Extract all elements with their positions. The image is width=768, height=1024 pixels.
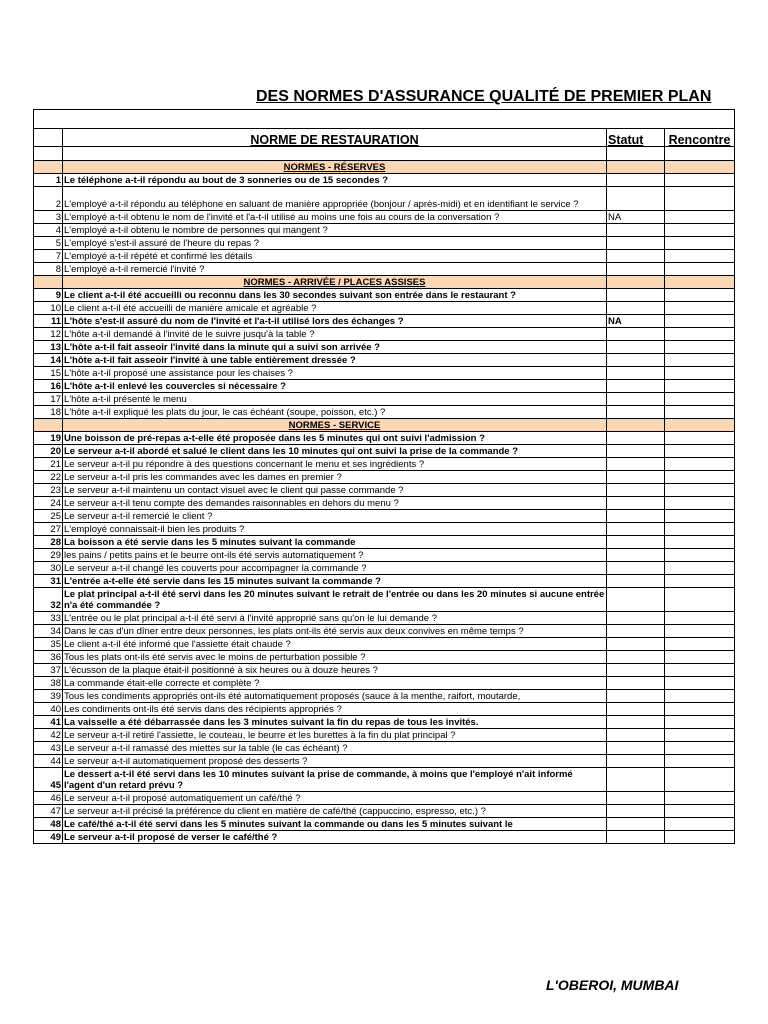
row-number: 19 [34,432,63,445]
table-row [34,393,735,406]
statut-cell[interactable] [607,484,665,497]
table-row [34,625,735,638]
statut-cell[interactable] [607,575,665,588]
section-header-row [34,161,735,174]
table-row [34,380,735,393]
statut-cell[interactable] [607,549,665,562]
row-number: 24 [34,497,63,510]
statut-cell[interactable] [607,341,665,354]
footer-location: L'OBEROI, MUMBAI [546,977,679,993]
statut-cell[interactable] [607,677,665,690]
row-number: 47 [34,805,63,818]
table-row [34,458,735,471]
table-row [34,211,735,224]
question-text: L'employé connaissait-il bien les produits ? [63,523,607,536]
row-number: 31 [34,575,63,588]
rencontre-cell[interactable] [665,354,735,367]
row-number: 23 [34,484,63,497]
statut-cell[interactable] [607,536,665,549]
statut-cell[interactable] [607,393,665,406]
row-number: 37 [34,664,63,677]
rencontre-cell[interactable] [665,612,735,625]
question-text: Le serveur a-t-il proposé de verser le café/thé ? [63,831,607,844]
statut-cell[interactable] [607,690,665,703]
table-row [34,432,735,445]
table-row [34,471,735,484]
table-row [34,575,735,588]
rencontre-cell[interactable] [665,497,735,510]
row-number: 7 [34,250,63,263]
rencontre-cell[interactable] [665,432,735,445]
row-number: 36 [34,651,63,664]
question-text: L'hôte a-t-il présenté le menu [63,393,607,406]
question-text: L'employé a-t-il obtenu le nom de l'invité et l'a-t-il utilisé au moins une fois au cours de la conversation ? [63,211,607,224]
table-row [34,523,735,536]
statut-cell[interactable] [607,174,665,187]
row-number: 32 [34,588,63,612]
statut-cell[interactable] [607,263,665,276]
header-rencontre: Rencontre [665,129,735,147]
statut-cell[interactable] [607,612,665,625]
table-row [34,664,735,677]
statut-cell[interactable] [607,588,665,612]
table-row [34,703,735,716]
table-row [34,484,735,497]
statut-cell[interactable] [607,224,665,237]
table-row [34,354,735,367]
row-number: 3 [34,211,63,224]
question-text: Le serveur a-t-il maintenu un contact visuel avec le client qui passe commande ? [63,484,607,497]
blank-spacer-row [34,147,735,161]
document-title: DES NORMES D'ASSURANCE QUALITÉ DE PREMIER PLAN [256,88,712,105]
statut-cell[interactable] [607,497,665,510]
question-text: L'employé a-t-il répondu au téléphone en saluant de manière appropriée (bonjour / après-midi) et en identifiant le service ? [63,187,607,211]
question-text: Le serveur a-t-il proposé automatiquement un café/thé ? [63,792,607,805]
table-row [34,406,735,419]
row-number: 20 [34,445,63,458]
row-number: 44 [34,755,63,768]
rencontre-cell[interactable] [665,445,735,458]
statut-cell[interactable] [607,651,665,664]
table-row [34,445,735,458]
question-text: Le serveur a-t-il ramassé des miettes sur la table (le cas échéant) ? [63,742,607,755]
statut-cell[interactable] [607,250,665,263]
statut-cell[interactable] [607,664,665,677]
question-text: L'employé a-t-il remercié l'invité ? [63,263,607,276]
table-row [34,549,735,562]
row-number: 5 [34,237,63,250]
rencontre-cell[interactable] [665,651,735,664]
question-text: La boisson a été servie dans les 5 minutes suivant la commande [63,536,607,549]
rencontre-cell[interactable] [665,406,735,419]
table-row [34,755,735,768]
rencontre-cell[interactable] [665,211,735,224]
question-text: Le serveur a-t-il pu répondre à des questions concernant le menu et ses ingrédients ? [63,458,607,471]
question-text: L'entrée a-t-elle été servie dans les 15 minutes suivant la commande ? [63,575,607,588]
rencontre-cell[interactable] [665,703,735,716]
row-number: 45 [34,768,63,792]
rencontre-cell[interactable] [665,625,735,638]
rencontre-cell[interactable] [665,458,735,471]
table-row [34,831,735,844]
row-number: 14 [34,354,63,367]
rencontre-cell[interactable] [665,224,735,237]
table-row [34,690,735,703]
row-number: 1 [34,174,63,187]
table-row [34,805,735,818]
row-number: 25 [34,510,63,523]
statut-cell[interactable] [607,445,665,458]
question-text: Le téléphone a-t-il répondu au bout de 3 sonneries ou de 15 secondes ? [63,174,607,187]
statut-cell[interactable] [607,562,665,575]
section-title: NORMES - ARRIVÉE / PLACES ASSISES [63,276,607,289]
header-norme: NORME DE RESTAURATION [63,129,607,147]
rencontre-cell[interactable] [665,510,735,523]
table-row [34,224,735,237]
question-text: Le client a-t-il été accueilli de manière amicale et agréable ? [63,302,607,315]
table-row [34,187,735,211]
table-row [34,250,735,263]
section-header-row [34,419,735,432]
statut-cell[interactable] [607,703,665,716]
statut-cell[interactable] [607,729,665,742]
statut-cell[interactable] [607,742,665,755]
row-number: 40 [34,703,63,716]
statut-cell[interactable] [607,406,665,419]
rencontre-cell[interactable] [665,818,735,831]
standards-table [33,109,735,844]
rencontre-cell[interactable] [665,677,735,690]
rencontre-cell[interactable] [665,562,735,575]
row-number: 11 [34,315,63,328]
question-text: Une boisson de pré-repas a-t-elle été proposée dans les 5 minutes qui ont suivi l'admission ? [63,432,607,445]
row-number: 41 [34,716,63,729]
rencontre-cell[interactable] [665,315,735,328]
table-row [34,651,735,664]
rencontre-cell[interactable] [665,367,735,380]
question-text: L'hôte a-t-il fait asseoir l'invité à une table entièrement dressée ? [63,354,607,367]
question-text: L'hôte a-t-il demandé à l'invité de le suivre jusqu'à la table ? [63,328,607,341]
statut-cell[interactable] [607,289,665,302]
question-text: L'écusson de la plaque était-il positionné à six heures ou à douze heures ? [63,664,607,677]
question-text: L'employé a-t-il répété et confirmé les détails [63,250,607,263]
blank-top-row [34,110,735,129]
statut-cell[interactable] [607,523,665,536]
rencontre-cell[interactable] [665,831,735,844]
rencontre-cell[interactable] [665,263,735,276]
statut-cell[interactable] [607,302,665,315]
row-number: 9 [34,289,63,302]
statut-cell[interactable] [607,237,665,250]
question-text: L'hôte a-t-il expliqué les plats du jour, le cas échéant (soupe, poisson, etc.) ? [63,406,607,419]
row-number: 16 [34,380,63,393]
row-number: 22 [34,471,63,484]
statut-cell[interactable] [607,367,665,380]
statut-cell[interactable] [607,805,665,818]
statut-cell[interactable] [607,716,665,729]
rencontre-cell[interactable] [665,805,735,818]
rencontre-cell[interactable] [665,588,735,612]
row-number: 27 [34,523,63,536]
rencontre-cell[interactable] [665,341,735,354]
table-row [34,742,735,755]
section-header-row [34,276,735,289]
question-text: Dans le cas d'un dîner entre deux personnes, les plats ont-ils été servis aux deux convives en même temps ? [63,625,607,638]
statut-cell[interactable] [607,471,665,484]
table-row [34,729,735,742]
rencontre-cell[interactable] [665,716,735,729]
row-number: 35 [34,638,63,651]
section-title: NORMES - SERVICE [63,419,607,432]
question-text: Le serveur a-t-il retiré l'assiette, le couteau, le beurre et les burettes à la fin du plat principal ? [63,729,607,742]
table-row [34,818,735,831]
table-row [34,497,735,510]
row-number: 2 [34,187,63,211]
table-row [34,174,735,187]
statut-cell[interactable] [607,187,665,211]
table-row [34,237,735,250]
question-text: Le client a-t-il été informé que l'assiette était chaude ? [63,638,607,651]
question-text: L'hôte a-t-il fait asseoir l'invité dans la minute qui a suivi son arrivée ? [63,341,607,354]
statut-cell[interactable]: NA [607,211,665,224]
statut-cell[interactable] [607,638,665,651]
rencontre-cell[interactable] [665,638,735,651]
question-text: Le serveur a-t-il changé les couverts pour accompagner la commande ? [63,562,607,575]
statut-cell[interactable] [607,510,665,523]
header-statut: Statut [607,129,665,147]
row-number: 48 [34,818,63,831]
table-row [34,768,735,792]
rencontre-cell[interactable] [665,471,735,484]
question-text: Le serveur a-t-il pris les commandes avec les dames en premier ? [63,471,607,484]
row-number: 34 [34,625,63,638]
statut-cell[interactable] [607,354,665,367]
table-row [34,341,735,354]
table-row [34,510,735,523]
table-header-row [34,129,735,147]
question-text: L'hôte s'est-il assuré du nom de l'invité et l'a-t-il utilisé lors des échanges ? [63,315,607,328]
rencontre-cell[interactable] [665,549,735,562]
question-text: Le serveur a-t-il automatiquement proposé des desserts ? [63,755,607,768]
row-number: 43 [34,742,63,755]
row-number: 46 [34,792,63,805]
row-number: 8 [34,263,63,276]
question-text: Le serveur a-t-il tenu compte des demandes raisonnables en dehors du menu ? [63,497,607,510]
rencontre-cell[interactable] [665,174,735,187]
statut-cell[interactable] [607,328,665,341]
question-text: Le serveur a-t-il précisé la préférence du client en matière de café/thé (cappuccino, espresso, etc.) ? [63,805,607,818]
statut-cell[interactable] [607,458,665,471]
statut-cell[interactable] [607,831,665,844]
rencontre-cell[interactable] [665,729,735,742]
rencontre-cell[interactable] [665,393,735,406]
question-text: Le café/thé a-t-il été servi dans les 5 minutes suivant la commande ou dans les 5 minutes suivant le [63,818,607,831]
table-row [34,328,735,341]
question-text: L'employé a-t-il obtenu le nombre de personnes qui mangent ? [63,224,607,237]
statut-cell[interactable] [607,625,665,638]
row-number: 13 [34,341,63,354]
rencontre-cell[interactable] [665,302,735,315]
table-row [34,302,735,315]
row-number: 33 [34,612,63,625]
table-row [34,588,735,612]
rencontre-cell[interactable] [665,792,735,805]
row-number: 28 [34,536,63,549]
question-text: Tous les plats ont-ils été servis avec le moins de perturbation possible ? [63,651,607,664]
statut-cell[interactable] [607,432,665,445]
rencontre-cell[interactable] [665,328,735,341]
rencontre-cell[interactable] [665,289,735,302]
rencontre-cell[interactable] [665,250,735,263]
section-title: NORMES - RÉSERVES [63,161,607,174]
row-number: 49 [34,831,63,844]
row-number: 4 [34,224,63,237]
question-text: Tous les condiments appropriés ont-ils été automatiquement proposés (sauce à la menthe, raifort, moutarde, [63,690,607,703]
rencontre-cell[interactable] [665,380,735,393]
table-row [34,792,735,805]
statut-cell[interactable] [607,792,665,805]
row-number: 12 [34,328,63,341]
rencontre-cell[interactable] [665,664,735,677]
rencontre-cell[interactable] [665,742,735,755]
row-number: 39 [34,690,63,703]
row-number: 15 [34,367,63,380]
question-text: L'employé s'est-il assuré de l'heure du repas ? [63,237,607,250]
statut-cell[interactable] [607,380,665,393]
rencontre-cell[interactable] [665,237,735,250]
question-text: les pains / petits pains et le beurre ont-ils été servis automatiquement ? [63,549,607,562]
header-num-cell [34,129,63,147]
question-text: La commande était-elle correcte et complète ? [63,677,607,690]
rencontre-cell[interactable] [665,755,735,768]
rencontre-cell[interactable] [665,536,735,549]
question-text: L'hôte a-t-il enlevé les couvercles si nécessaire ? [63,380,607,393]
question-text: Le serveur a-t-il abordé et salué le client dans les 10 minutes qui ont suivi la prise de la commande ? [63,445,607,458]
statut-cell[interactable]: NA [607,315,665,328]
rencontre-cell[interactable] [665,690,735,703]
row-number: 29 [34,549,63,562]
question-text: Les condiments ont-ils été servis dans des récipients appropriés ? [63,703,607,716]
row-number: 10 [34,302,63,315]
rencontre-cell[interactable] [665,523,735,536]
table-row [34,315,735,328]
row-number: 42 [34,729,63,742]
table-row [34,562,735,575]
row-number: 18 [34,406,63,419]
table-row [34,612,735,625]
row-number: 17 [34,393,63,406]
table-row [34,638,735,651]
question-text: Le plat principal a-t-il été servi dans les 20 minutes suivant le retrait de l'entrée ou dans les 20 minutes si aucune entrée n'a été commandée ? [63,588,607,612]
row-number: 30 [34,562,63,575]
table-row [34,289,735,302]
table-row [34,716,735,729]
table-row [34,677,735,690]
rencontre-cell[interactable] [665,484,735,497]
rencontre-cell[interactable] [665,187,735,211]
question-text: Le client a-t-il été accueilli ou reconnu dans les 30 secondes suivant son entrée dans le restaurant ? [63,289,607,302]
table-row [34,367,735,380]
statut-cell[interactable] [607,768,665,792]
statut-cell[interactable] [607,755,665,768]
rencontre-cell[interactable] [665,575,735,588]
question-text: Le serveur a-t-il remercié le client ? [63,510,607,523]
table-row [34,536,735,549]
question-text: L'hôte a-t-il proposé une assistance pour les chaises ? [63,367,607,380]
question-text: Le dessert a-t-il été servi dans les 10 minutes suivant la prise de commande, à moins que l'employé n'ait informé l'agent d'un retard prévu ? [63,768,607,792]
row-number: 38 [34,677,63,690]
question-text: La vaisselle a été débarrassée dans les 3 minutes suivant la fin du repas de tous les invités. [63,716,607,729]
table-row [34,263,735,276]
row-number: 21 [34,458,63,471]
question-text: L'entrée ou le plat principal a-t-il été servi à l'invité approprié sans qu'on le lui demande ? [63,612,607,625]
rencontre-cell[interactable] [665,768,735,792]
statut-cell[interactable] [607,818,665,831]
